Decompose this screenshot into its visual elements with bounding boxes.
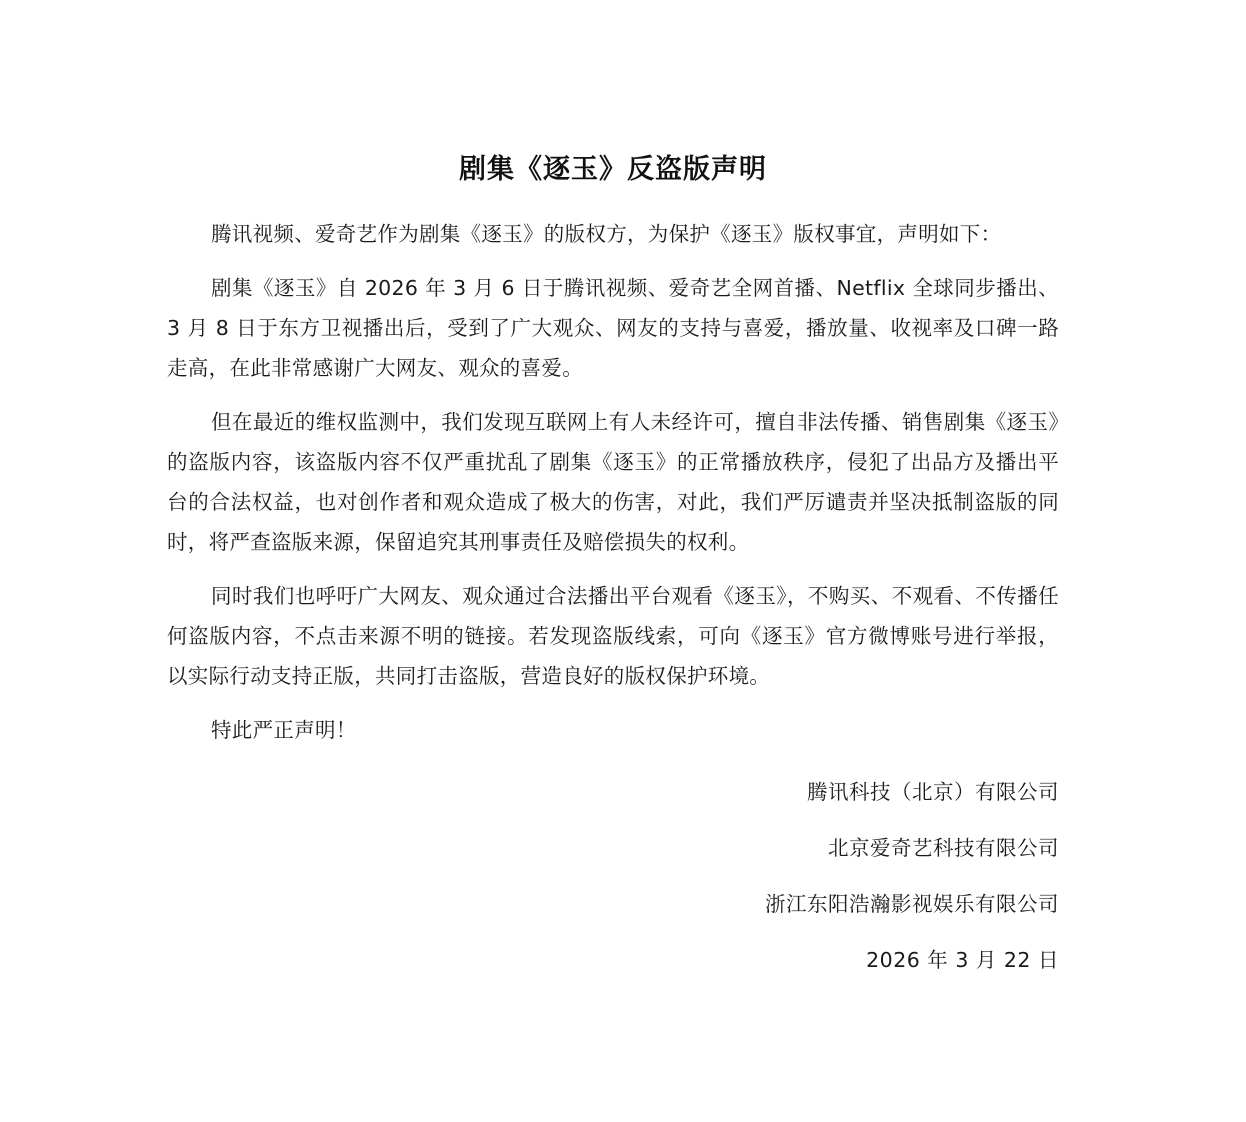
signatory-iqiyi: 北京爱奇艺科技有限公司 [828,836,1059,860]
document-title: 剧集《逐玉》反盗版声明 [459,154,767,185]
paragraph-intro: 腾讯视频、爱奇艺作为剧集《逐玉》的版权方，为保护《逐玉》版权事宜，声明如下： [211,222,1002,246]
statement-document [167,148,1059,988]
signatory-haohan: 浙江东阳浩瀚影视娱乐有限公司 [765,892,1059,916]
statement-date: 2026 年 3 月 22 日 [866,948,1059,972]
signature-block [167,764,1059,988]
paragraph-public-appeal: 同时我们也呼吁广大网友、观众通过合法播出平台观看《逐玉》，不购买、不观看、不传播任何盗版内容，不点击来源不明的链接。若发现盗版线索，可向《逐玉》官方微博账号进行举报，以实际行动支持正版，共同打击盗版，营造良好的版权保护环境。 [167,584,1059,688]
signatory-tencent: 腾讯科技（北京）有限公司 [807,780,1059,804]
paragraph-piracy-findings: 但在最近的维权监测中，我们发现互联网上有人未经许可，擅自非法传播、销售剧集《逐玉》的盗版内容，该盗版内容不仅严重扰乱了剧集《逐玉》的正常播放秩序，侵犯了出品方及播出平台的合法权益，也对创作者和观众造成了极大的伤害，对此，我们严厉谴责并坚决抵制盗版的同时，将严查盗版来源，保留追究其刑事责任及赔偿损失的权利。 [167,410,1059,554]
paragraph-broadcast-info: 剧集《逐玉》自 2026 年 3 月 6 日于腾讯视频、爱奇艺全网首播、Netflix 全球同步播出、3 月 8 日于东方卫视播出后，受到了广大观众、网友的支持与喜爱，播放量、收视率及口碑一路走高，在此非常感谢广大网友、观众的喜爱。 [167,276,1059,380]
paragraph-closing: 特此严正声明！ [211,718,357,742]
